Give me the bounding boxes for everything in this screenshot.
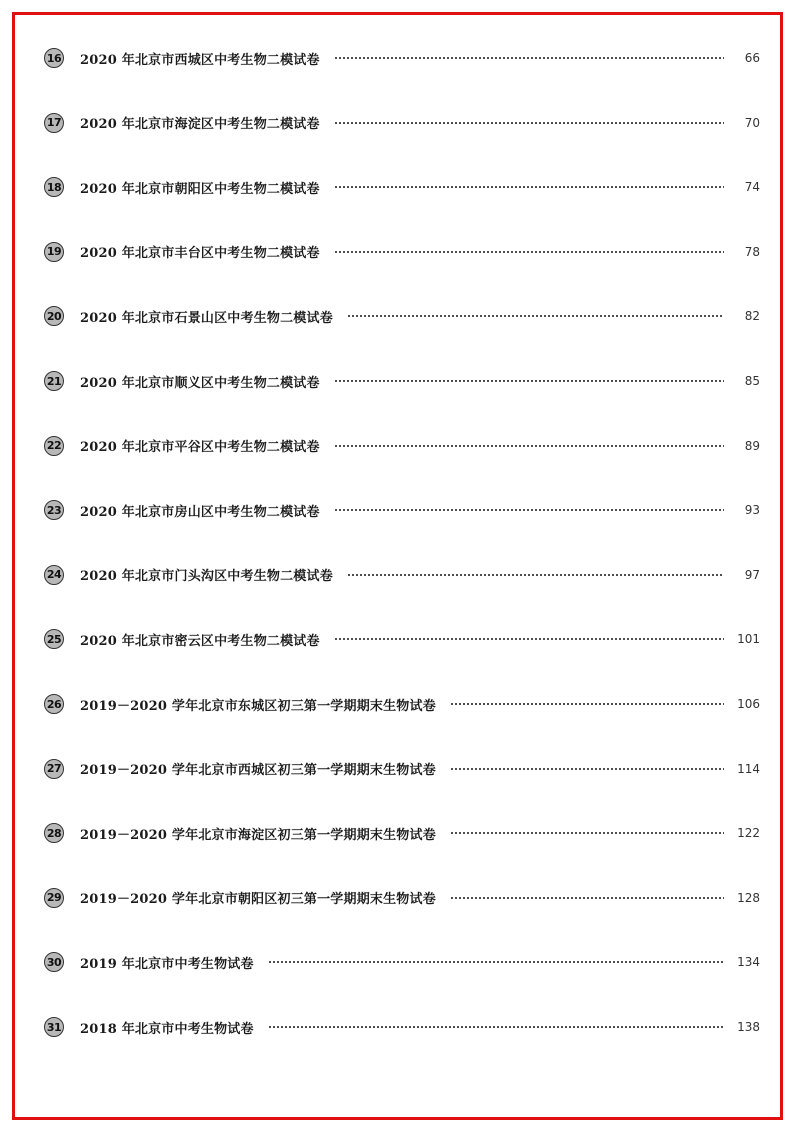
entry-title: 2018 年北京市中考生物试卷 — [80, 1021, 254, 1037]
entry-page-number: 106 — [737, 697, 760, 711]
dot-leader — [334, 380, 724, 382]
entry-page-number: 89 — [744, 438, 760, 453]
entry-page-number: 122 — [737, 826, 760, 841]
entry-title: 2020 年北京市丰台区中考生物二模试卷 — [80, 246, 320, 262]
entry-page-number: 93 — [744, 503, 760, 518]
dot-leader — [347, 574, 724, 576]
toc-entry[interactable] — [44, 111, 760, 135]
dot-leader — [450, 768, 724, 770]
toc-entry[interactable] — [44, 434, 760, 458]
toc-entry[interactable] — [44, 304, 760, 328]
entry-number-badge: 30 — [44, 952, 64, 972]
entry-page-number: 78 — [744, 244, 760, 259]
entry-title: 2020 年北京市顺义区中考生物二模试卷 — [80, 375, 320, 391]
entry-page-number: 74 — [744, 180, 760, 195]
entry-title: 2020 年北京市石景山区中考生物二模试卷 — [80, 310, 333, 326]
entry-page-number: 138 — [737, 1020, 760, 1034]
toc-entry[interactable] — [44, 627, 760, 651]
entry-title: 2019－2020 学年北京市朝阳区初三第一学期期末生物试卷 — [80, 892, 436, 908]
entry-number-badge: 17 — [44, 113, 64, 133]
entry-page-number: 101 — [737, 632, 760, 647]
entry-title: 2020 年北京市西城区中考生物二模试卷 — [80, 52, 320, 68]
toc-entry[interactable] — [44, 950, 760, 974]
entry-title: 2020 年北京市房山区中考生物二模试卷 — [80, 504, 320, 520]
toc-entry[interactable] — [44, 46, 760, 70]
toc-entry[interactable] — [44, 1015, 760, 1039]
entry-number-badge: 21 — [44, 371, 64, 391]
entry-number-badge: 27 — [44, 759, 64, 779]
dot-leader — [334, 638, 724, 640]
entry-page-number: 97 — [744, 567, 760, 582]
toc-entry[interactable] — [44, 886, 760, 910]
entry-page-number: 66 — [744, 51, 760, 65]
toc-entry[interactable] — [44, 240, 760, 264]
entry-number-badge: 20 — [44, 306, 64, 326]
entry-title: 2019－2020 学年北京市东城区初三第一学期期末生物试卷 — [80, 698, 436, 714]
entry-number-badge: 24 — [44, 565, 64, 585]
entry-page-number: 114 — [737, 761, 760, 776]
entry-number-badge: 31 — [44, 1017, 64, 1037]
entry-title: 2020 年北京市门头沟区中考生物二模试卷 — [80, 569, 333, 585]
entry-number-badge: 28 — [44, 823, 64, 843]
dot-leader — [334, 122, 724, 124]
entry-title: 2019 年北京市中考生物试卷 — [80, 956, 254, 972]
entry-number-badge: 18 — [44, 177, 64, 197]
entry-number-badge: 16 — [44, 48, 64, 68]
toc-entry[interactable] — [44, 369, 760, 393]
toc-entry[interactable] — [44, 821, 760, 845]
dot-leader — [347, 315, 724, 317]
dot-leader — [334, 186, 724, 188]
dot-leader — [268, 961, 724, 963]
dot-leader — [268, 1026, 724, 1028]
toc-entry[interactable] — [44, 175, 760, 199]
toc-entry[interactable] — [44, 498, 760, 522]
entry-page-number: 128 — [737, 890, 760, 905]
toc-entry[interactable] — [44, 757, 760, 781]
toc-entry[interactable] — [44, 563, 760, 587]
entry-title: 2020 年北京市平谷区中考生物二模试卷 — [80, 440, 320, 456]
entry-page-number: 134 — [737, 955, 760, 970]
dot-leader — [334, 251, 724, 253]
entry-number-badge: 29 — [44, 888, 64, 908]
toc-entry[interactable] — [44, 692, 760, 716]
dot-leader — [450, 897, 724, 899]
entry-number-badge: 25 — [44, 629, 64, 649]
entry-title: 2020 年北京市密云区中考生物二模试卷 — [80, 633, 320, 649]
dot-leader — [334, 509, 724, 511]
entry-title: 2019－2020 学年北京市海淀区初三第一学期期末生物试卷 — [80, 827, 436, 843]
entry-number-badge: 19 — [44, 242, 64, 262]
dot-leader — [334, 445, 724, 447]
entry-title: 2020 年北京市朝阳区中考生物二模试卷 — [80, 181, 320, 197]
entry-number-badge: 23 — [44, 500, 64, 520]
dot-leader — [450, 832, 724, 834]
entry-number-badge: 26 — [44, 694, 64, 714]
dot-leader — [450, 703, 724, 705]
entry-number-badge: 22 — [44, 436, 64, 456]
entry-page-number: 85 — [744, 374, 760, 388]
dot-leader — [334, 57, 724, 59]
entry-title: 2020 年北京市海淀区中考生物二模试卷 — [80, 117, 320, 133]
entry-page-number: 70 — [744, 115, 760, 130]
entry-page-number: 82 — [744, 309, 760, 324]
entry-title: 2019－2020 学年北京市西城区初三第一学期期末生物试卷 — [80, 763, 436, 779]
